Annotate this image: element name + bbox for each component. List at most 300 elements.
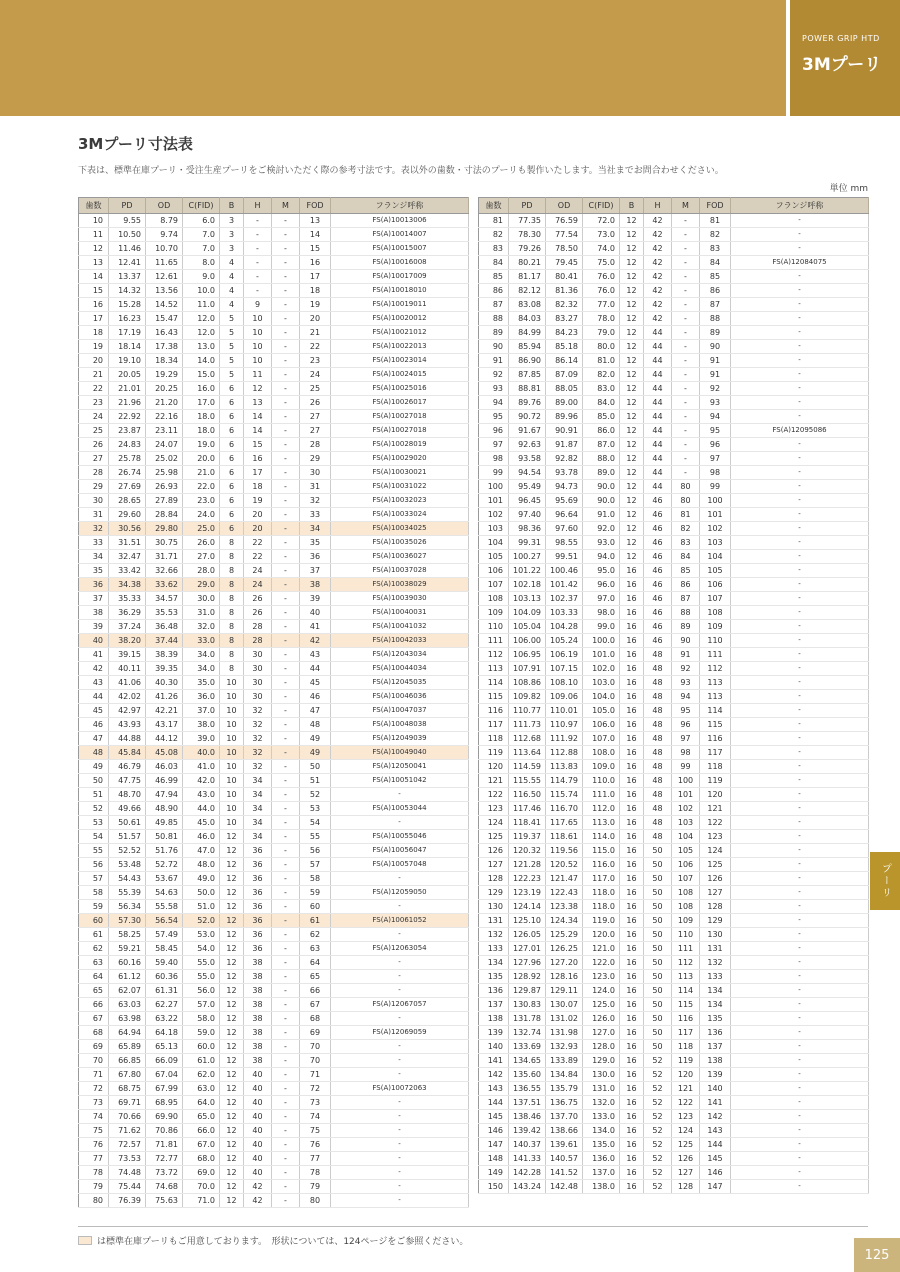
cell: - xyxy=(731,550,869,564)
cell: 44 xyxy=(644,340,672,354)
cell: 85.94 xyxy=(509,340,546,354)
cell: 112.0 xyxy=(583,802,620,816)
cell: 93 xyxy=(672,676,700,690)
cell: 95.49 xyxy=(509,480,546,494)
cell: 40 xyxy=(244,1124,272,1138)
cell: 28 xyxy=(244,620,272,634)
column-header: PD xyxy=(109,198,146,214)
cell: 121.0 xyxy=(583,942,620,956)
cell: 10 xyxy=(220,746,244,760)
cell: - xyxy=(272,242,300,256)
cell: - xyxy=(731,382,869,396)
cell: 50 xyxy=(644,1040,672,1054)
cell: - xyxy=(731,732,869,746)
cell: 12 xyxy=(620,326,644,340)
cell: 12 xyxy=(620,466,644,480)
cell: 116.0 xyxy=(583,858,620,872)
cell: 49.66 xyxy=(109,802,146,816)
cell: FS(A)10019011 xyxy=(331,298,469,312)
cell: 23 xyxy=(300,354,331,368)
cell: - xyxy=(272,886,300,900)
cell: - xyxy=(331,1180,469,1194)
cell: - xyxy=(272,312,300,326)
table-row xyxy=(79,592,469,606)
cell: - xyxy=(731,410,869,424)
cell: 147 xyxy=(479,1138,509,1152)
cell: 133.89 xyxy=(546,1054,583,1068)
cell: 45.08 xyxy=(146,746,183,760)
cell: - xyxy=(272,1012,300,1026)
cell: - xyxy=(731,1138,869,1152)
cell: 36.0 xyxy=(183,690,220,704)
cell: 12 xyxy=(620,270,644,284)
cell: - xyxy=(672,354,700,368)
cell: 116 xyxy=(700,732,731,746)
table-row xyxy=(479,270,869,284)
table-row xyxy=(479,998,869,1012)
cell: 12 xyxy=(220,1096,244,1110)
column-header: FOD xyxy=(700,198,731,214)
table-row xyxy=(479,942,869,956)
cell: 113 xyxy=(700,690,731,704)
cell: - xyxy=(731,1166,869,1180)
cell: 141 xyxy=(479,1054,509,1068)
cell: 16 xyxy=(620,662,644,676)
cell: 10 xyxy=(220,704,244,718)
cell: 63.03 xyxy=(109,998,146,1012)
column-header: C(FID) xyxy=(583,198,620,214)
cell: - xyxy=(731,452,869,466)
table-row xyxy=(479,480,869,494)
cell: - xyxy=(331,1152,469,1166)
cell: - xyxy=(672,312,700,326)
cell: 128.0 xyxy=(583,1040,620,1054)
cell: 129 xyxy=(700,914,731,928)
table-row xyxy=(79,1026,469,1040)
cell: - xyxy=(272,1194,300,1208)
cell: 109 xyxy=(479,606,509,620)
cell: 104 xyxy=(700,550,731,564)
cell: - xyxy=(272,1166,300,1180)
cell: 67.0 xyxy=(183,1138,220,1152)
cell: 5 xyxy=(220,340,244,354)
table-row xyxy=(479,508,869,522)
cell: 87.0 xyxy=(583,438,620,452)
cell: 31.71 xyxy=(146,550,183,564)
cell: 44 xyxy=(644,452,672,466)
cell: 34.57 xyxy=(146,592,183,606)
cell: - xyxy=(731,956,869,970)
cell: 85.18 xyxy=(546,340,583,354)
cell: 44 xyxy=(300,662,331,676)
cell: - xyxy=(731,690,869,704)
cell: 13 xyxy=(300,214,331,228)
cell: 134.0 xyxy=(583,1124,620,1138)
table-row xyxy=(79,676,469,690)
cell: 131.0 xyxy=(583,1082,620,1096)
cell: 111.73 xyxy=(509,718,546,732)
cell: 90.91 xyxy=(546,424,583,438)
cell: 16 xyxy=(620,1096,644,1110)
cell: FS(A)10036027 xyxy=(331,550,469,564)
cell: FS(A)10035026 xyxy=(331,536,469,550)
cell: - xyxy=(272,522,300,536)
cell: 34 xyxy=(79,550,109,564)
cell: - xyxy=(272,354,300,368)
cell: 97 xyxy=(479,438,509,452)
cell: 89.0 xyxy=(583,466,620,480)
cell: - xyxy=(272,298,300,312)
cell: 22 xyxy=(244,536,272,550)
cell: 38 xyxy=(244,1054,272,1068)
cell: 110.77 xyxy=(509,704,546,718)
cell: 16 xyxy=(620,1082,644,1096)
cell: 79.45 xyxy=(546,256,583,270)
cell: 40 xyxy=(244,1082,272,1096)
product-header-block xyxy=(790,0,900,116)
cell: 135.79 xyxy=(546,1082,583,1096)
cell: FS(A)10038029 xyxy=(331,578,469,592)
cell: 126 xyxy=(479,844,509,858)
cell: 16 xyxy=(620,998,644,1012)
cell: 104 xyxy=(672,830,700,844)
cell: 6 xyxy=(220,494,244,508)
cell: 38 xyxy=(244,956,272,970)
table-row xyxy=(479,928,869,942)
cell: 135.0 xyxy=(583,1138,620,1152)
cell: 72 xyxy=(79,1082,109,1096)
cell: 28.84 xyxy=(146,508,183,522)
cell: 6 xyxy=(220,452,244,466)
cell: 140 xyxy=(479,1040,509,1054)
cell: 26 xyxy=(79,438,109,452)
cell: 99 xyxy=(672,760,700,774)
cell: - xyxy=(731,284,869,298)
cell: 138.0 xyxy=(583,1180,620,1194)
cell: 86.0 xyxy=(583,424,620,438)
cell: - xyxy=(272,676,300,690)
cell: 119.56 xyxy=(546,844,583,858)
cell: - xyxy=(272,1040,300,1054)
table-row xyxy=(479,522,869,536)
cell: 101.0 xyxy=(583,648,620,662)
cell: 59.0 xyxy=(183,1026,220,1040)
table-row xyxy=(79,340,469,354)
cell: 86.14 xyxy=(546,354,583,368)
table-row xyxy=(479,634,869,648)
cell: 48 xyxy=(644,816,672,830)
cell: 41.06 xyxy=(109,676,146,690)
cell: - xyxy=(272,760,300,774)
cell: FS(A)10048038 xyxy=(331,718,469,732)
cell: 110 xyxy=(479,620,509,634)
cell: 36 xyxy=(244,928,272,942)
cell: 90 xyxy=(479,340,509,354)
cell: 72.77 xyxy=(146,1152,183,1166)
cell: 136 xyxy=(700,1026,731,1040)
cell: 134 xyxy=(700,984,731,998)
cell: 80 xyxy=(300,1194,331,1208)
cell: 16 xyxy=(620,1054,644,1068)
cell: 61.12 xyxy=(109,970,146,984)
cell: - xyxy=(731,1068,869,1082)
table-row xyxy=(79,1082,469,1096)
cell: - xyxy=(731,564,869,578)
cell: 32 xyxy=(300,494,331,508)
cell: FS(A)10031022 xyxy=(331,480,469,494)
cell: - xyxy=(672,326,700,340)
table-row xyxy=(79,816,469,830)
cell: 61.0 xyxy=(183,1054,220,1068)
cell: 20 xyxy=(244,508,272,522)
cell: 11.46 xyxy=(109,242,146,256)
cell: 89 xyxy=(700,326,731,340)
cell: 16.0 xyxy=(183,382,220,396)
cell: 85 xyxy=(672,564,700,578)
cell: - xyxy=(672,466,700,480)
cell: 42 xyxy=(644,228,672,242)
cell: 52 xyxy=(644,1068,672,1082)
cell: 114.0 xyxy=(583,830,620,844)
cell: 6 xyxy=(220,424,244,438)
cell: 81 xyxy=(479,214,509,228)
cell: 82.32 xyxy=(546,298,583,312)
cell: 106 xyxy=(700,578,731,592)
cell: 34 xyxy=(244,816,272,830)
cell: - xyxy=(272,228,300,242)
cell: 29.0 xyxy=(183,578,220,592)
cell: - xyxy=(272,284,300,298)
cell: - xyxy=(244,228,272,242)
table-row xyxy=(79,354,469,368)
cell: 94.73 xyxy=(546,480,583,494)
cell: 117.0 xyxy=(583,872,620,886)
cell: 36 xyxy=(244,886,272,900)
cell: 16 xyxy=(620,928,644,942)
cell: 10.70 xyxy=(146,242,183,256)
cell: 111 xyxy=(700,648,731,662)
cell: 121 xyxy=(479,774,509,788)
cell: 11.65 xyxy=(146,256,183,270)
cell: 96.64 xyxy=(546,508,583,522)
cell: FS(A)10056047 xyxy=(331,844,469,858)
cell: 123.19 xyxy=(509,886,546,900)
cell: 12 xyxy=(620,494,644,508)
cell: 12 xyxy=(620,284,644,298)
cell: 135 xyxy=(700,1012,731,1026)
cell: 38.20 xyxy=(109,634,146,648)
cell: 63.22 xyxy=(146,1012,183,1026)
cell: 84 xyxy=(700,256,731,270)
cell: - xyxy=(731,1040,869,1054)
cell: - xyxy=(731,900,869,914)
cell: 42 xyxy=(300,634,331,648)
cell: 50 xyxy=(644,984,672,998)
cell: 34.38 xyxy=(109,578,146,592)
cell: - xyxy=(731,802,869,816)
table-row xyxy=(479,956,869,970)
cell: 120 xyxy=(672,1068,700,1082)
cell: 42 xyxy=(644,270,672,284)
cell: 63 xyxy=(300,942,331,956)
cell: 16 xyxy=(620,914,644,928)
cell: 35.0 xyxy=(183,676,220,690)
cell: 16 xyxy=(620,718,644,732)
cell: 26.74 xyxy=(109,466,146,480)
cell: - xyxy=(331,1054,469,1068)
table-row xyxy=(479,704,869,718)
cell: 125.10 xyxy=(509,914,546,928)
cell: 63 xyxy=(79,956,109,970)
cell: 37.0 xyxy=(183,704,220,718)
table-row xyxy=(79,522,469,536)
cell: 12 xyxy=(220,1082,244,1096)
table-row xyxy=(79,788,469,802)
cell: 12 xyxy=(220,886,244,900)
cell: - xyxy=(272,788,300,802)
cell: 30.56 xyxy=(109,522,146,536)
cell: 12 xyxy=(620,340,644,354)
cell: 19.29 xyxy=(146,368,183,382)
cell: 117.46 xyxy=(509,802,546,816)
table-row xyxy=(479,1138,869,1152)
cell: 92.63 xyxy=(509,438,546,452)
column-header: C(FID) xyxy=(183,198,220,214)
cell: - xyxy=(272,872,300,886)
cell: 21 xyxy=(300,326,331,340)
table-row xyxy=(79,312,469,326)
cell: 16 xyxy=(620,690,644,704)
cell: FS(A)12084075 xyxy=(731,256,869,270)
cell: 83 xyxy=(479,242,509,256)
cell: 115.74 xyxy=(546,788,583,802)
cell: 89 xyxy=(479,326,509,340)
cell: - xyxy=(272,536,300,550)
cell: 12 xyxy=(620,522,644,536)
cell: 4 xyxy=(220,256,244,270)
cell: 107 xyxy=(700,592,731,606)
cell: 3 xyxy=(220,228,244,242)
cell: 117.65 xyxy=(546,816,583,830)
table-row xyxy=(79,690,469,704)
cell: 109 xyxy=(672,914,700,928)
cell: 38 xyxy=(79,606,109,620)
cell: 118.0 xyxy=(583,886,620,900)
cell: 16 xyxy=(620,816,644,830)
cell: 136.0 xyxy=(583,1152,620,1166)
cell: 118 xyxy=(700,760,731,774)
cell: 27.0 xyxy=(183,550,220,564)
cell: - xyxy=(272,606,300,620)
table-row xyxy=(79,858,469,872)
cell: - xyxy=(272,984,300,998)
cell: - xyxy=(331,1012,469,1026)
table-row xyxy=(479,718,869,732)
cell: 29.80 xyxy=(146,522,183,536)
cell: 91 xyxy=(672,648,700,662)
cell: 10.50 xyxy=(109,228,146,242)
cell: FS(A)10021012 xyxy=(331,326,469,340)
cell: 101 xyxy=(672,788,700,802)
cell: - xyxy=(672,340,700,354)
cell: 140.57 xyxy=(546,1152,583,1166)
cell: 73 xyxy=(79,1096,109,1110)
cell: 25 xyxy=(300,382,331,396)
cell: 84 xyxy=(479,256,509,270)
page-number: 125 xyxy=(854,1238,900,1272)
stock-footnote xyxy=(78,1226,868,1247)
cell: - xyxy=(331,984,469,998)
cell: 145 xyxy=(479,1110,509,1124)
cell: 50 xyxy=(644,872,672,886)
table-row xyxy=(479,466,869,480)
cell: - xyxy=(731,676,869,690)
cell: 131.78 xyxy=(509,1012,546,1026)
cell: 82 xyxy=(700,228,731,242)
footnote-text: は標準在庫プーリもご用意しております。 形状については、124ページをご参照ください。 xyxy=(97,1237,469,1247)
cell: FS(A)10023014 xyxy=(331,354,469,368)
cell: - xyxy=(731,872,869,886)
cell: 128.16 xyxy=(546,970,583,984)
header-row xyxy=(79,198,469,214)
cell: 69 xyxy=(300,1026,331,1040)
cell: 42 xyxy=(644,284,672,298)
cell: 44.88 xyxy=(109,732,146,746)
cell: 96 xyxy=(700,438,731,452)
cell: - xyxy=(731,886,869,900)
cell: 106 xyxy=(479,564,509,578)
cell: 16 xyxy=(620,1124,644,1138)
cell: 16 xyxy=(620,760,644,774)
cell: - xyxy=(731,816,869,830)
table-row xyxy=(479,382,869,396)
cell: 44 xyxy=(644,396,672,410)
cell: 48 xyxy=(644,802,672,816)
cell: 118.61 xyxy=(546,830,583,844)
cell: - xyxy=(731,830,869,844)
cell: 124 xyxy=(700,844,731,858)
cell: 62 xyxy=(79,942,109,956)
cell: 103.33 xyxy=(546,606,583,620)
cell: 90 xyxy=(700,340,731,354)
cell: 109.82 xyxy=(509,690,546,704)
cell: 148 xyxy=(479,1152,509,1166)
cell: 95 xyxy=(700,424,731,438)
cell: 20 xyxy=(244,522,272,536)
cell: 120 xyxy=(479,760,509,774)
cell: 49.0 xyxy=(183,872,220,886)
table-row xyxy=(79,1012,469,1026)
cell: 99.31 xyxy=(509,536,546,550)
cell: - xyxy=(272,844,300,858)
table-row xyxy=(479,648,869,662)
cell: 132 xyxy=(700,956,731,970)
cell: 46 xyxy=(644,620,672,634)
cell: - xyxy=(731,998,869,1012)
cell: 61 xyxy=(300,914,331,928)
cell: 16 xyxy=(620,1040,644,1054)
cell: 70 xyxy=(300,1054,331,1068)
cell: 61 xyxy=(79,928,109,942)
cell: 24 xyxy=(244,578,272,592)
cell: 101 xyxy=(479,494,509,508)
cell: - xyxy=(672,410,700,424)
cell: 28 xyxy=(244,634,272,648)
cell: 110 xyxy=(700,634,731,648)
cell: 114.59 xyxy=(509,760,546,774)
table-row xyxy=(79,298,469,312)
cell: 49 xyxy=(79,760,109,774)
